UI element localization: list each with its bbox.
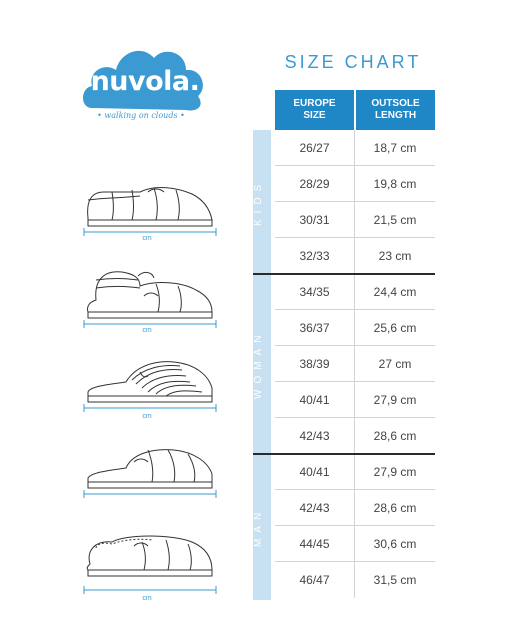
length-cell: 27,9 cm bbox=[373, 465, 417, 479]
size-cell: 30/31 bbox=[275, 202, 355, 238]
table-row bbox=[253, 418, 435, 454]
table-row bbox=[253, 490, 435, 526]
section-divider bbox=[253, 453, 435, 455]
table-row bbox=[253, 130, 435, 166]
table-row bbox=[253, 382, 435, 418]
category-label-woman: WOMAN bbox=[253, 329, 264, 399]
size-cell: 36/37 bbox=[275, 310, 355, 346]
table-row bbox=[253, 562, 435, 598]
size-cell: 34/35 bbox=[275, 274, 355, 310]
size-cell: 26/27 bbox=[275, 130, 355, 166]
length-cell: 24,4 cm bbox=[373, 285, 417, 299]
slipper-striped-icon bbox=[82, 352, 220, 422]
table-row bbox=[253, 166, 435, 202]
section-divider bbox=[253, 273, 435, 275]
table-row bbox=[253, 454, 435, 490]
length-cell: 27 cm bbox=[378, 357, 412, 371]
length-cell: 30,6 cm bbox=[373, 537, 417, 551]
table-row bbox=[253, 202, 435, 238]
length-cell: 25,6 cm bbox=[373, 321, 417, 335]
brand-logo bbox=[78, 38, 208, 116]
size-cell: 42/43 bbox=[275, 418, 355, 454]
table-row bbox=[253, 526, 435, 562]
category-label-kids: KIDS bbox=[253, 178, 264, 226]
category-label-man: MAN bbox=[253, 506, 264, 548]
size-cell: 40/41 bbox=[275, 454, 355, 490]
slipper-quilted-icon bbox=[82, 440, 220, 510]
size-cell: 28/29 bbox=[275, 166, 355, 202]
size-cell: 40/41 bbox=[275, 382, 355, 418]
length-cell: 27,9 cm bbox=[373, 393, 417, 407]
unit-label: cm bbox=[142, 327, 152, 334]
length-cell: 28,6 cm bbox=[373, 429, 417, 443]
length-cell: 28,6 cm bbox=[373, 501, 417, 515]
length-cell: 18,7 cm bbox=[373, 141, 417, 155]
brand-tagline: • walking on clouds • bbox=[97, 111, 185, 120]
size-cell: 38/39 bbox=[275, 346, 355, 382]
unit-label: cm bbox=[142, 235, 152, 242]
table-row bbox=[253, 238, 435, 274]
size-cell: 32/33 bbox=[275, 238, 355, 274]
size-cell: 46/47 bbox=[275, 562, 355, 598]
table-row bbox=[253, 310, 435, 346]
header-europe-size: EUROPE SIZE bbox=[275, 90, 354, 130]
size-cell: 44/45 bbox=[275, 526, 355, 562]
length-cell: 19,8 cm bbox=[373, 177, 417, 191]
boot-high-icon bbox=[82, 266, 220, 336]
shoe-quilted-icon bbox=[82, 528, 220, 598]
unit-label: cm bbox=[142, 595, 152, 602]
size-cell: 42/43 bbox=[275, 490, 355, 526]
length-cell: 31,5 cm bbox=[373, 573, 417, 587]
length-cell: 23 cm bbox=[378, 249, 412, 263]
page-title: SIZE CHART bbox=[284, 52, 422, 72]
table-row bbox=[253, 274, 435, 310]
header-outsole-length: OUTSOLE LENGTH bbox=[356, 90, 435, 130]
brand-name: nuvola. bbox=[90, 66, 200, 97]
length-cell: 21,5 cm bbox=[373, 213, 417, 227]
table-row bbox=[253, 346, 435, 382]
unit-label: cm bbox=[142, 413, 152, 420]
